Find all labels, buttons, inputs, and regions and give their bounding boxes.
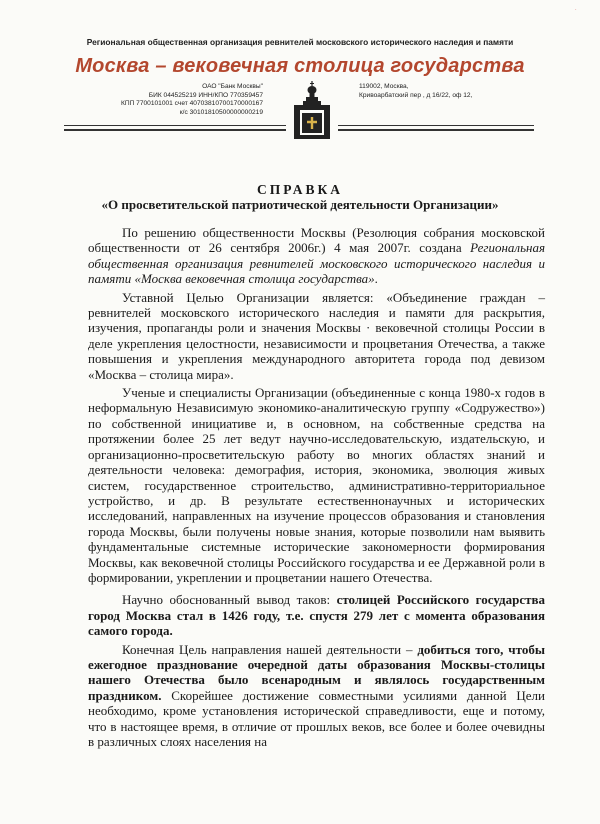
address-details <box>359 83 472 100</box>
p5-rest: Скорейшее достижение совместными усилиями данной Цели необходимо, кроме установления исторической справедливости, еще и потому, что в настоящее время, в отличие от прошлых веков, все более и более очевидны в различных слоях населения на <box>88 687 545 749</box>
p1-org-name: Региональная общественная организация ревнителей московского исторического наследия и памяти «Москва вековечная столица государства» <box>88 240 545 287</box>
bank-line: БИК 044525219 ИНН/КПО 770359457 <box>148 91 263 99</box>
document-subtitle: «О просветительской патриотической деятельности Организации» <box>101 197 499 212</box>
paragraph-1 <box>88 225 545 287</box>
paragraph-4 <box>88 592 545 638</box>
document-body <box>88 225 545 752</box>
p5-goal: добиться того, чтобы ежегодное празднование очередной даты образования Москвы-столицы нашего Отечества было всенародным и являлось государственным праздником. <box>88 641 546 703</box>
p1-end: . <box>374 271 378 287</box>
church-emblem-logo <box>286 79 338 141</box>
brand-title: Москва – вековечная столица государства <box>75 55 525 77</box>
p4-text: Научно обоснованный вывод таков: <box>122 592 337 608</box>
paragraph-5 <box>88 642 545 750</box>
bank-details <box>121 83 263 117</box>
p5-text: Конечная Цель направления нашей деятельности – <box>122 641 418 657</box>
document-title: СПРАВКА <box>256 182 344 197</box>
p4-conclusion: столицей Российского государства город Москва стал в 1426 году, т.е. спустя 279 лет с момента образования самого города. <box>88 592 545 639</box>
paragraph-2: Уставной Целью Организации является: «Объединение граждан – ревнителей московского исторического наследия и памяти для раскрытия, изучения, пропаганды роли и значения Москвы · вековечной столицы России в деле укрепления целостности, независимости и процветания Отечества, а также повышения и укрепления международного авторитета города под девизом «Москва – столица мира». <box>88 289 545 382</box>
bank-line: ОАО "Банк Москвы" <box>202 83 263 90</box>
address-line: 119002, Москва, <box>359 83 409 90</box>
paragraph-3: Ученые и специалисты Организации (объединенные с конца 1980-х годов в неформальную Независимую экономико-аналитическую группу «Содружество») по собственной инициативе и, в основном, на собственные средства на протяжении более 25 лет ведут научно-исследовательскую, издательскую, и организационно-просветительскую работу во многих областях знаний и деятельности человека: демография, история, экономика, эволюция живых систем, государственное строительство, административно-территориальное устройство, и др. В результате естественнонаучных и исторических исследований, направленных на изучение процессов образования и становления города Москвы, были получены новые знания, которые позволили нам выявить фундаментальные системные исторические закономерности формирования Москвы, как вековечной столицы Российского государства и ее Державной роли в формировании, укреплении и процветании нашего Отечества. <box>88 385 545 585</box>
bank-line: КПП 7700101001 счет 40703810700170000167 <box>121 100 263 108</box>
corner-mark: · <box>575 8 577 13</box>
address-line: Кривоарбатский пер , д 16/22, оф 12, <box>359 91 473 99</box>
p1-text: По решению общественности Москвы (Резолюция собрания московской общественности от 26 сентября 2006г.) 4 мая 2007г. создана <box>88 225 545 256</box>
bank-line: к/с 30101810500000000219 <box>179 108 263 116</box>
organization-line: Региональная общественная организация ревнителей московского исторического наследия и памяти <box>86 37 514 47</box>
